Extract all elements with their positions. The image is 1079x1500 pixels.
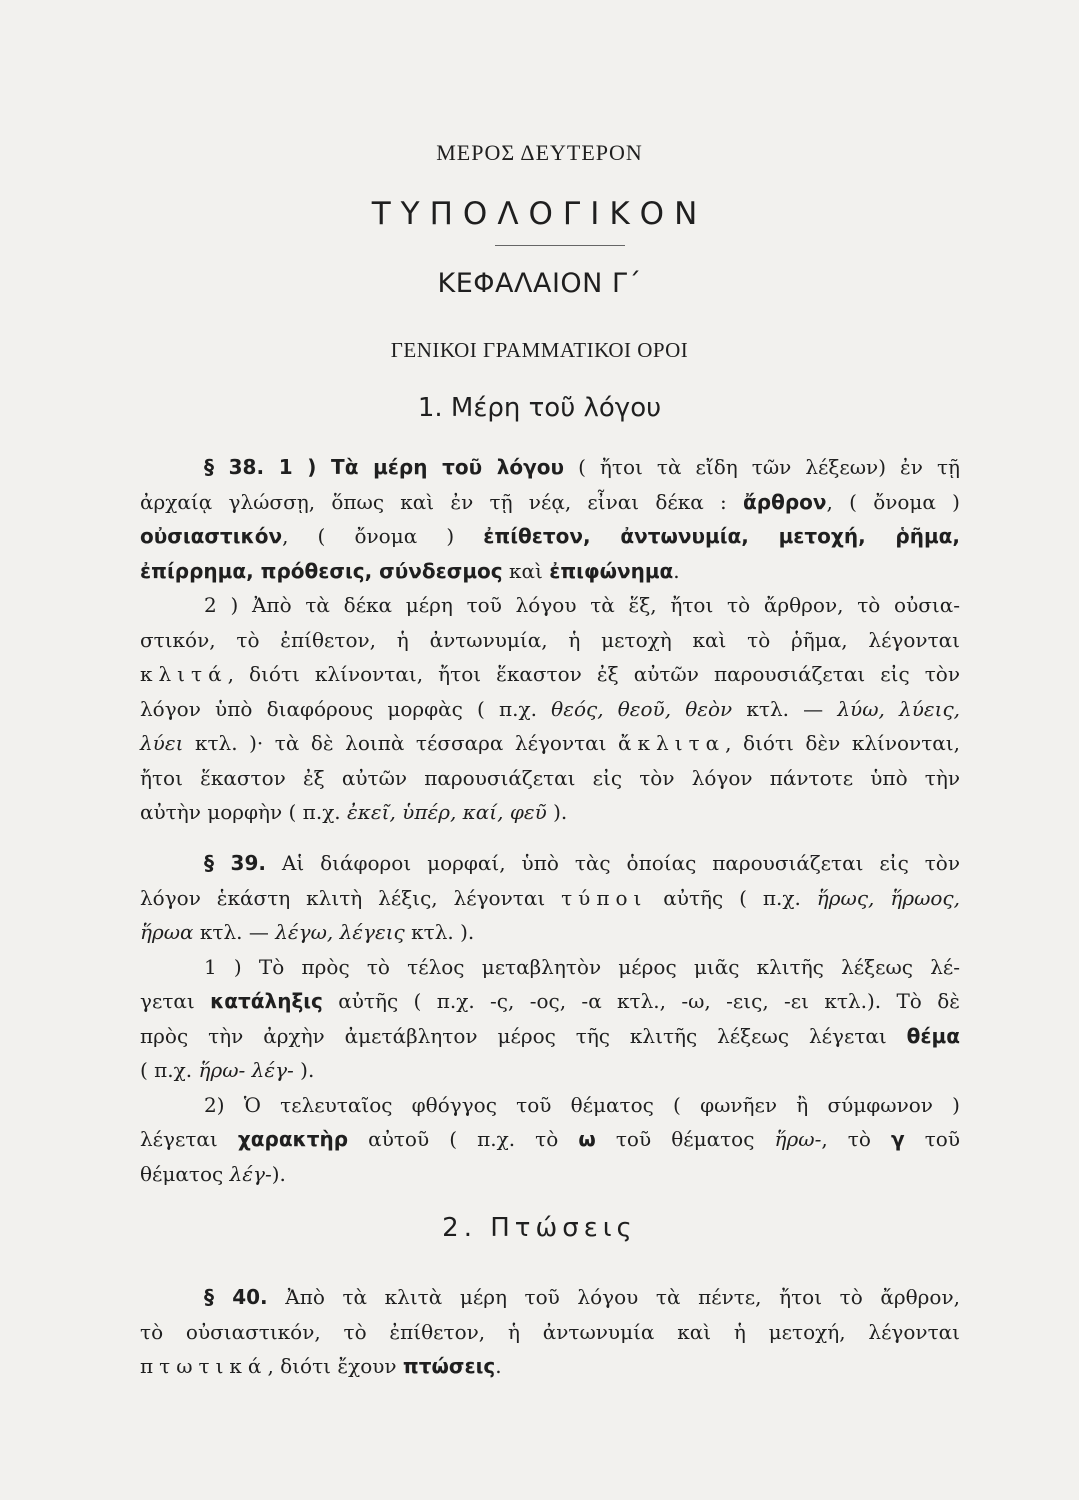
p38-line: ἐπίρρημα, πρόθεσις, σύνδεσμος καὶ ἐπιφώνημα. [140, 558, 680, 583]
p39-line: πρὸς τὴν ἀρχὴν ἀμετάβλητον μέρος τῆς κλιτῆς λέξεως λέγεται θέμα [140, 1023, 960, 1048]
paragraph-38 [140, 450, 960, 830]
p39-line: λέγεται χαρακτὴρ αὐτοῦ ( π.χ. τὸ ω τοῦ θέματος ἥρω-, τὸ γ τοῦ [140, 1127, 960, 1151]
p38-line: οὐσιαστικόν, ( ὄνομα ) ἐπίθετον, ἀντωνυμία, μετοχή, ῥῆμα, [140, 524, 961, 548]
p38-line: κλιτά, διότι κλίνονται, ἤτοι ἕκαστον ἐξ αὐτῶν παρουσιάζεται εἰς τὸν [140, 662, 960, 686]
p38-line: 2 ) Ἀπὸ τὰ δέκα μέρη τοῦ λόγου τὰ ἕξ, ἤτοι τὸ ἄρθρον, τὸ οὐσια- [204, 593, 960, 617]
p40-line: τὸ οὐσιαστικόν, τὸ ἐπίθετον, ἡ ἀντωνυμία καὶ ἡ μετοχή, λέγονται [140, 1319, 960, 1344]
p39-line: γεται κατάληξις αὐτῆς ( π.χ. -ς, -ος, -α κτλ., -ω, -εις, -ει κτλ.). Τὸ δὲ [140, 989, 960, 1013]
p38-line: ἤτοι ἕκαστον ἐξ αὐτῶν παρουσιάζεται εἰς τὸν λόγον πάντοτε ὑπὸ τὴν [140, 765, 960, 790]
p39-line: θέματος λέγ-). [140, 1161, 286, 1186]
section-heading-2: 2. Πτώσεις [442, 1213, 637, 1243]
p38-line: αὐτὴν μορφὴν ( π.χ. ἐκεῖ, ὑπέρ, καί, φεῦ ). [140, 800, 568, 824]
p39-line: ἥρωα κτλ. — λέγω, λέγεις κτλ. ). [140, 920, 475, 944]
p38-line: λόγον ὑπὸ διαφόρους μορφὰς ( π.χ. θεός, θεοῦ, θεὸν κτλ. — λύω, λύεις, [140, 696, 961, 721]
part-title: ΜΕΡΟΣ ΔΕΥΤΕΡΟΝ [436, 140, 643, 165]
p39-line: 1 ) Τὸ πρὸς τὸ τέλος μεταβλητὸν μέρος μιᾶς κλιτῆς λέξεως λέ- [204, 954, 960, 979]
p40-line: πτωτικά, διότι ἔχουν πτώσεις. [140, 1354, 502, 1378]
p38-line: λύει κτλ. )· τὰ δὲ λοιπὰ τέσσαρα λέγονται ἄκλιτα, διότι δὲν κλίνονται, [140, 731, 960, 755]
p39-line: ( π.χ. ἥρω- λέγ- ). [140, 1058, 315, 1082]
title-divider [495, 245, 625, 246]
chapter-subtitle: ΓΕΝΙΚΟΙ ΓΡΑΜΜΑΤΙΚΟΙ ΟΡΟΙ [390, 338, 689, 362]
p39-line: λόγον ἑκάστη κλιτὴ λέξις, λέγονται τύποι αὐτῆς ( π.χ. ἥρως, ἥρωος, [140, 885, 960, 910]
p39-line: 2) Ὁ τελευταῖος φθόγγος τοῦ θέματος ( φωνῆεν ἢ σύμφωνον ) [204, 1092, 960, 1117]
p38-line: στικόν, τὸ ἐπίθετον, ἡ ἀντωνυμία, ἡ μετοχὴ καὶ τὸ ῥῆμα, λέγονται [140, 627, 960, 652]
p38-line: ἀρχαίᾳ γλώσσῃ, ὅπως καὶ ἐν τῇ νέᾳ, εἶναι δέκα : ἄρθρον, ( ὄνομα ) [140, 489, 960, 514]
p40-line: § 40. Ἀπὸ τὰ κλιτὰ μέρη τοῦ λόγου τὰ πέντε, ἤτοι τὸ ἄρθρον, [204, 1285, 960, 1309]
chapter-title: ΚΕΦΑΛΑΙΟΝ Γ΄ [437, 268, 642, 299]
p38-line: § 38. 1 ) Τὰ μέρη τοῦ λόγου ( ἤτοι τὰ εἴδη τῶν λέξεων) ἐν τῇ [204, 455, 961, 479]
paragraph-39 [140, 846, 960, 1191]
book-title: ΤΥΠΟΛΟΓΙΚΟΝ [371, 196, 708, 232]
section-heading-1: 1. Μέρη τοῦ λόγου [417, 393, 662, 423]
paragraph-40 [140, 1280, 960, 1384]
p39-line: § 39. Αἱ διάφοροι μορφαί, ὑπὸ τὰς ὁποίας παρουσιάζεται εἰς τὸν [204, 851, 960, 875]
